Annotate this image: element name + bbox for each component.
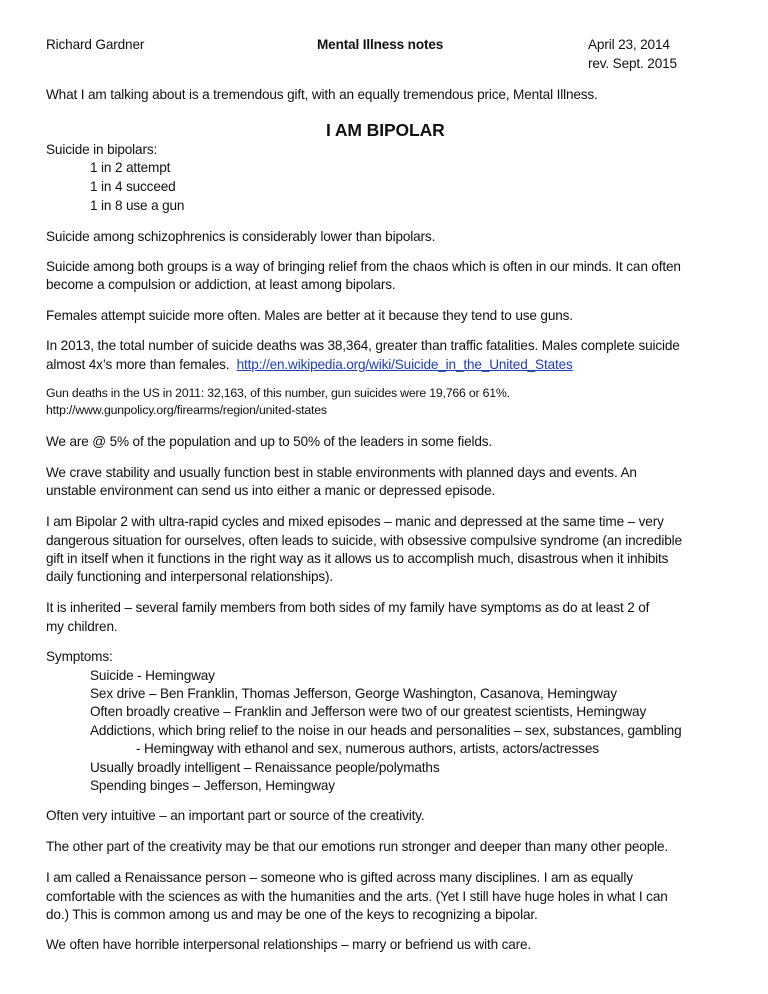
- document-date: April 23, 2014: [588, 37, 670, 52]
- paragraph-deaths-line: [46, 356, 573, 374]
- paragraph-renaissance-line: comfortable with the sciences as with the humanities and the arts. (Yet I still have huge holes in what I can: [46, 889, 668, 904]
- paragraph-schizophrenics: Suicide among schizophrenics is considerably lower than bipolars.: [46, 229, 436, 244]
- symptom-item: Spending binges – Jefferson, Hemingway: [90, 778, 335, 793]
- paragraph-relief-line: become a compulsion or addiction, at least among bipolars.: [46, 277, 396, 292]
- paragraph-relief-line: Suicide among both groups is a way of bringing relief from the chaos which is often in our minds. It can often: [46, 259, 681, 274]
- gun-policy-url: http://www.gunpolicy.org/firearms/region/united-states: [46, 403, 327, 417]
- symptoms-label: Symptoms:: [46, 649, 113, 664]
- page-heading: I AM BIPOLAR: [326, 120, 445, 140]
- gun-deaths-line: Gun deaths in the US in 2011: 32,163, of this number, gun suicides were 19,766 or 61%.: [46, 386, 510, 400]
- paragraph-inherited-line: It is inherited – several family members from both sides of my family have symptoms as do at least 2 of: [46, 600, 650, 615]
- paragraph-renaissance-line: I am called a Renaissance person – someone who is gifted across many disciplines. I am as equally: [46, 870, 633, 885]
- paragraph-stability-line: unstable environment can send us into either a manic or depressed episode.: [46, 483, 496, 498]
- symptom-item: Addictions, which bring relief to the noise in our heads and personalities – sex, substances, gambling: [90, 723, 682, 738]
- paragraph-stability-line: We crave stability and usually function best in stable environments with planned days and events. An: [46, 465, 637, 480]
- paragraph-emotions: The other part of the creativity may be that our emotions run stronger and deeper than many other people.: [46, 839, 669, 854]
- symptom-item: Often broadly creative – Franklin and Jefferson were two of our greatest scientists, Hemingway: [90, 704, 647, 719]
- paragraph-deaths-line: In 2013, the total number of suicide deaths was 38,364, greater than traffic fatalities. Males complete suicide: [46, 338, 680, 353]
- symptom-item: Suicide - Hemingway: [90, 668, 215, 683]
- document-title: Mental Illness notes: [317, 37, 444, 52]
- paragraph-bipolar2-line: daily functioning and interpersonal relationships).: [46, 569, 334, 584]
- symptom-item: Usually broadly intelligent – Renaissance people/polymaths: [90, 760, 440, 775]
- paragraph-intuitive: Often very intuitive – an important part or source of the creativity.: [46, 808, 425, 823]
- paragraph-bipolar2-line: dangerous situation for ourselves, often leads to suicide, with obsessive compulsive syndrome (an incredible: [46, 533, 682, 548]
- paragraph-population: We are @ 5% of the population and up to 50% of the leaders in some fields.: [46, 434, 493, 449]
- symptom-item: Sex drive – Ben Franklin, Thomas Jefferson, George Washington, Casanova, Hemingway: [90, 686, 617, 701]
- symptom-item-continued: - Hemingway with ethanol and sex, numerous authors, artists, actors/actresses: [136, 741, 599, 756]
- stat-item: 1 in 2 attempt: [90, 160, 171, 175]
- paragraph-females: Females attempt suicide more often. Males are better at it because they tend to use guns.: [46, 308, 573, 323]
- wikipedia-link[interactable]: http://en.wikipedia.org/wiki/Suicide_in_the_United_States: [236, 357, 573, 372]
- revision-date: rev. Sept. 2015: [588, 56, 677, 71]
- paragraph-bipolar2-line: I am Bipolar 2 with ultra-rapid cycles and mixed episodes – manic and depressed at the same time – very: [46, 514, 664, 529]
- stat-item: 1 in 8 use a gun: [90, 198, 185, 213]
- intro-text: What I am talking about is a tremendous gift, with an equally tremendous price, Mental Illness.: [46, 87, 598, 102]
- paragraph-inherited-line: my children.: [46, 619, 118, 634]
- author-name: Richard Gardner: [46, 37, 145, 52]
- stat-item: 1 in 4 succeed: [90, 179, 176, 194]
- paragraph-bipolar2-line: gift in itself when it functions in the right way as it allows us to accomplish much, disastrous when it inhibits: [46, 551, 669, 566]
- paragraph-deaths-text: almost 4x’s more than females.: [46, 357, 237, 372]
- stats-label: Suicide in bipolars:: [46, 142, 158, 157]
- paragraph-renaissance-line: do.) This is common among us and may be one of the keys to recognizing a bipolar.: [46, 907, 538, 922]
- paragraph-relationships: We often have horrible interpersonal relationships – marry or befriend us with care.: [46, 937, 532, 952]
